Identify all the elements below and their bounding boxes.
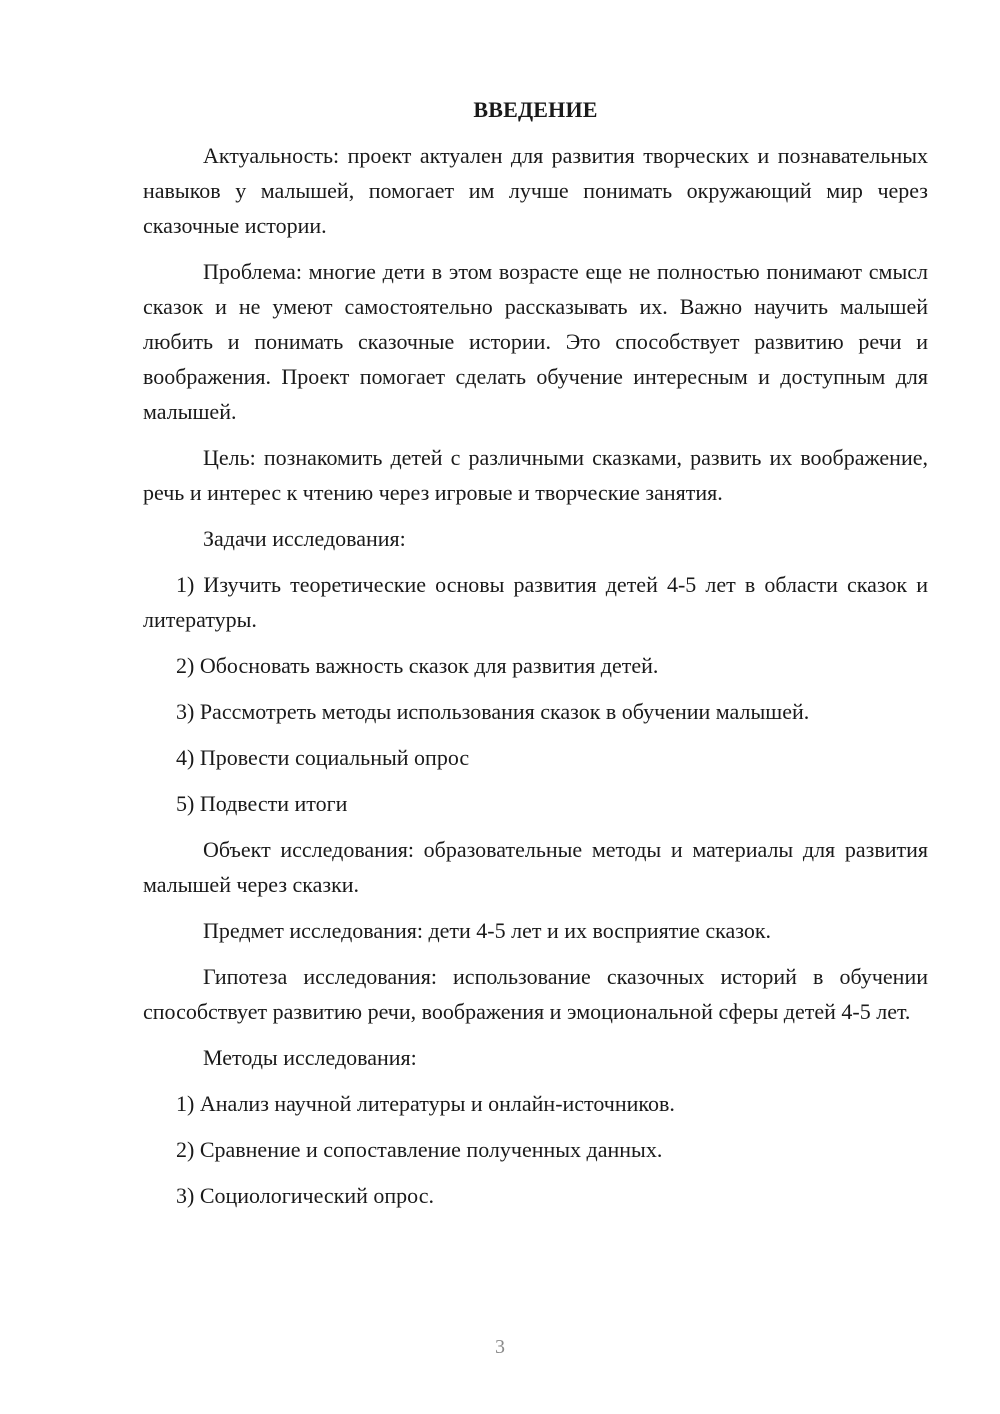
task-item: 4) Провести социальный опрос	[176, 745, 470, 770]
problem-paragraph: Проблема: многие дети в этом возрасте еще не полностью понимают смысл сказок и не умеют самостоятельно рассказывать их. Важно научить малышей любить и понимать сказочные истории. Это способствует развитию речи и воображения. Проект помогает сделать обучение интересным и доступным для малышей.	[143, 259, 928, 424]
goal-paragraph: Цель: познакомить детей с различными сказками, развить их воображение, речь и интерес к чтению через игровые и творческие занятия.	[143, 445, 928, 505]
task-item: 3) Рассмотреть методы использования сказок в обучении малышей.	[176, 699, 810, 724]
methods-heading: Методы исследования:	[203, 1045, 417, 1070]
method-item: 3) Социологический опрос.	[176, 1183, 434, 1208]
task-item: 5) Подвести итоги	[176, 791, 348, 816]
hypothesis-paragraph: Гипотеза исследования: использование сказочных историй в обучении способствует развитию речи, воображения и эмоциональной сферы детей 4-5 лет.	[143, 964, 928, 1024]
section-title: ВВЕДЕНИЕ	[473, 97, 598, 122]
method-item: 1) Анализ научной литературы и онлайн-источников.	[176, 1091, 675, 1116]
actuality-paragraph: Актуальность: проект актуален для развития творческих и познавательных навыков у малышей, помогает им лучше понимать окружающий мир через сказочные истории.	[143, 143, 928, 238]
object-paragraph: Объект исследования: образовательные методы и материалы для развития малышей через сказки.	[143, 837, 928, 897]
document-page	[143, 96, 928, 1224]
task-item: 2) Обосновать важность сказок для развития детей.	[176, 653, 659, 678]
tasks-heading: Задачи исследования:	[203, 526, 406, 551]
subject-paragraph: Предмет исследования: дети 4-5 лет и их восприятие сказок.	[203, 918, 772, 943]
task-item: 1) Изучить теоретические основы развития детей 4-5 лет в области сказок и литературы.	[143, 572, 928, 632]
page-number: 3	[495, 1336, 505, 1358]
method-item: 2) Сравнение и сопоставление полученных данных.	[176, 1137, 663, 1162]
